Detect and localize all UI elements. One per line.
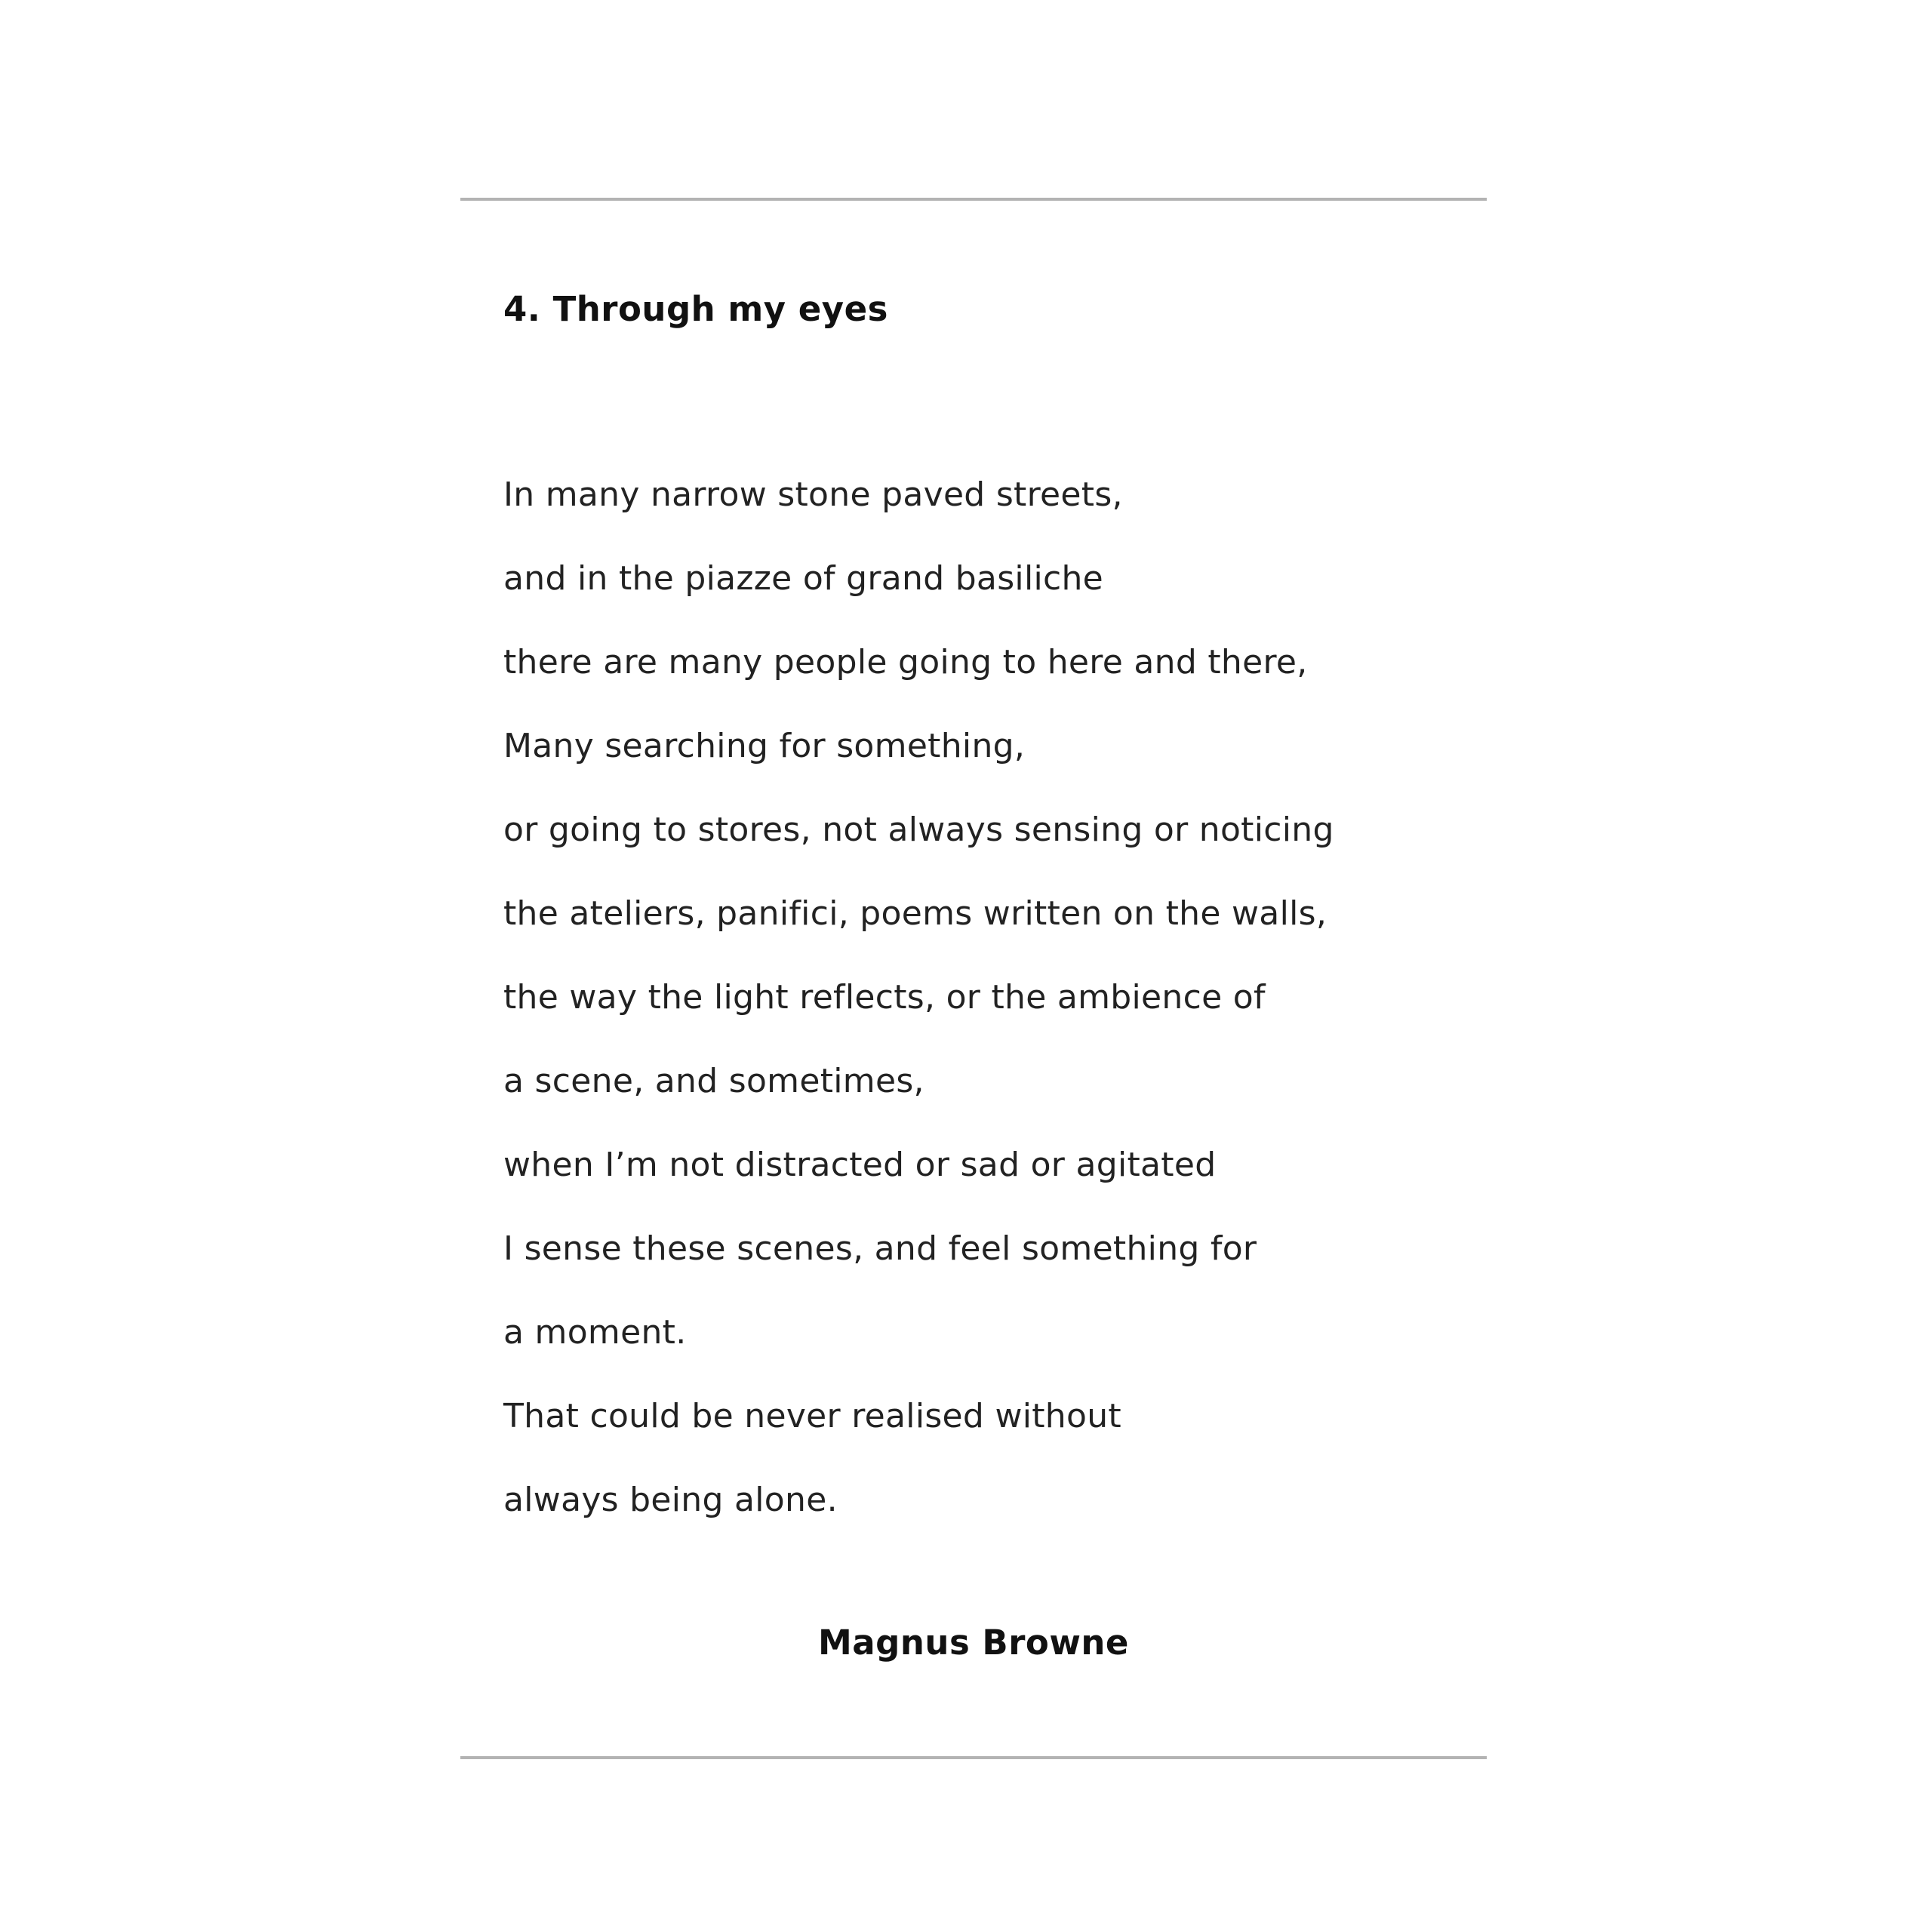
bottom-divider — [460, 1756, 1487, 1759]
poem-line: That could be never realised without — [503, 1397, 1121, 1435]
poem-line: or going to stores, not always sensing or noticing — [503, 811, 1334, 849]
poem-line: I sense these scenes, and feel something for — [503, 1229, 1257, 1268]
poem-line: a moment. — [503, 1313, 687, 1352]
poem-line: a scene, and sometimes, — [503, 1062, 924, 1100]
poem-line: there are many people going to here and there, — [503, 643, 1308, 681]
poem-author: Magnus Browne — [818, 1623, 1129, 1663]
poem-line: the way the light reflects, or the ambience of — [503, 978, 1266, 1017]
top-divider — [460, 198, 1487, 201]
poem-body — [503, 453, 1469, 1542]
poem — [503, 287, 1469, 1519]
poem-title: 4. Through my eyes — [503, 289, 888, 329]
poem-line: always being alone. — [503, 1481, 838, 1519]
poem-line: In many narrow stone paved streets, — [503, 475, 1123, 514]
poem-line: and in the piazze of grand basiliche — [503, 559, 1104, 598]
poem-line: Many searching for something, — [503, 727, 1026, 765]
poem-line: the ateliers, panifici, poems written on the walls, — [503, 894, 1327, 933]
poem-line: when I’m not distracted or sad or agitated — [503, 1146, 1217, 1184]
